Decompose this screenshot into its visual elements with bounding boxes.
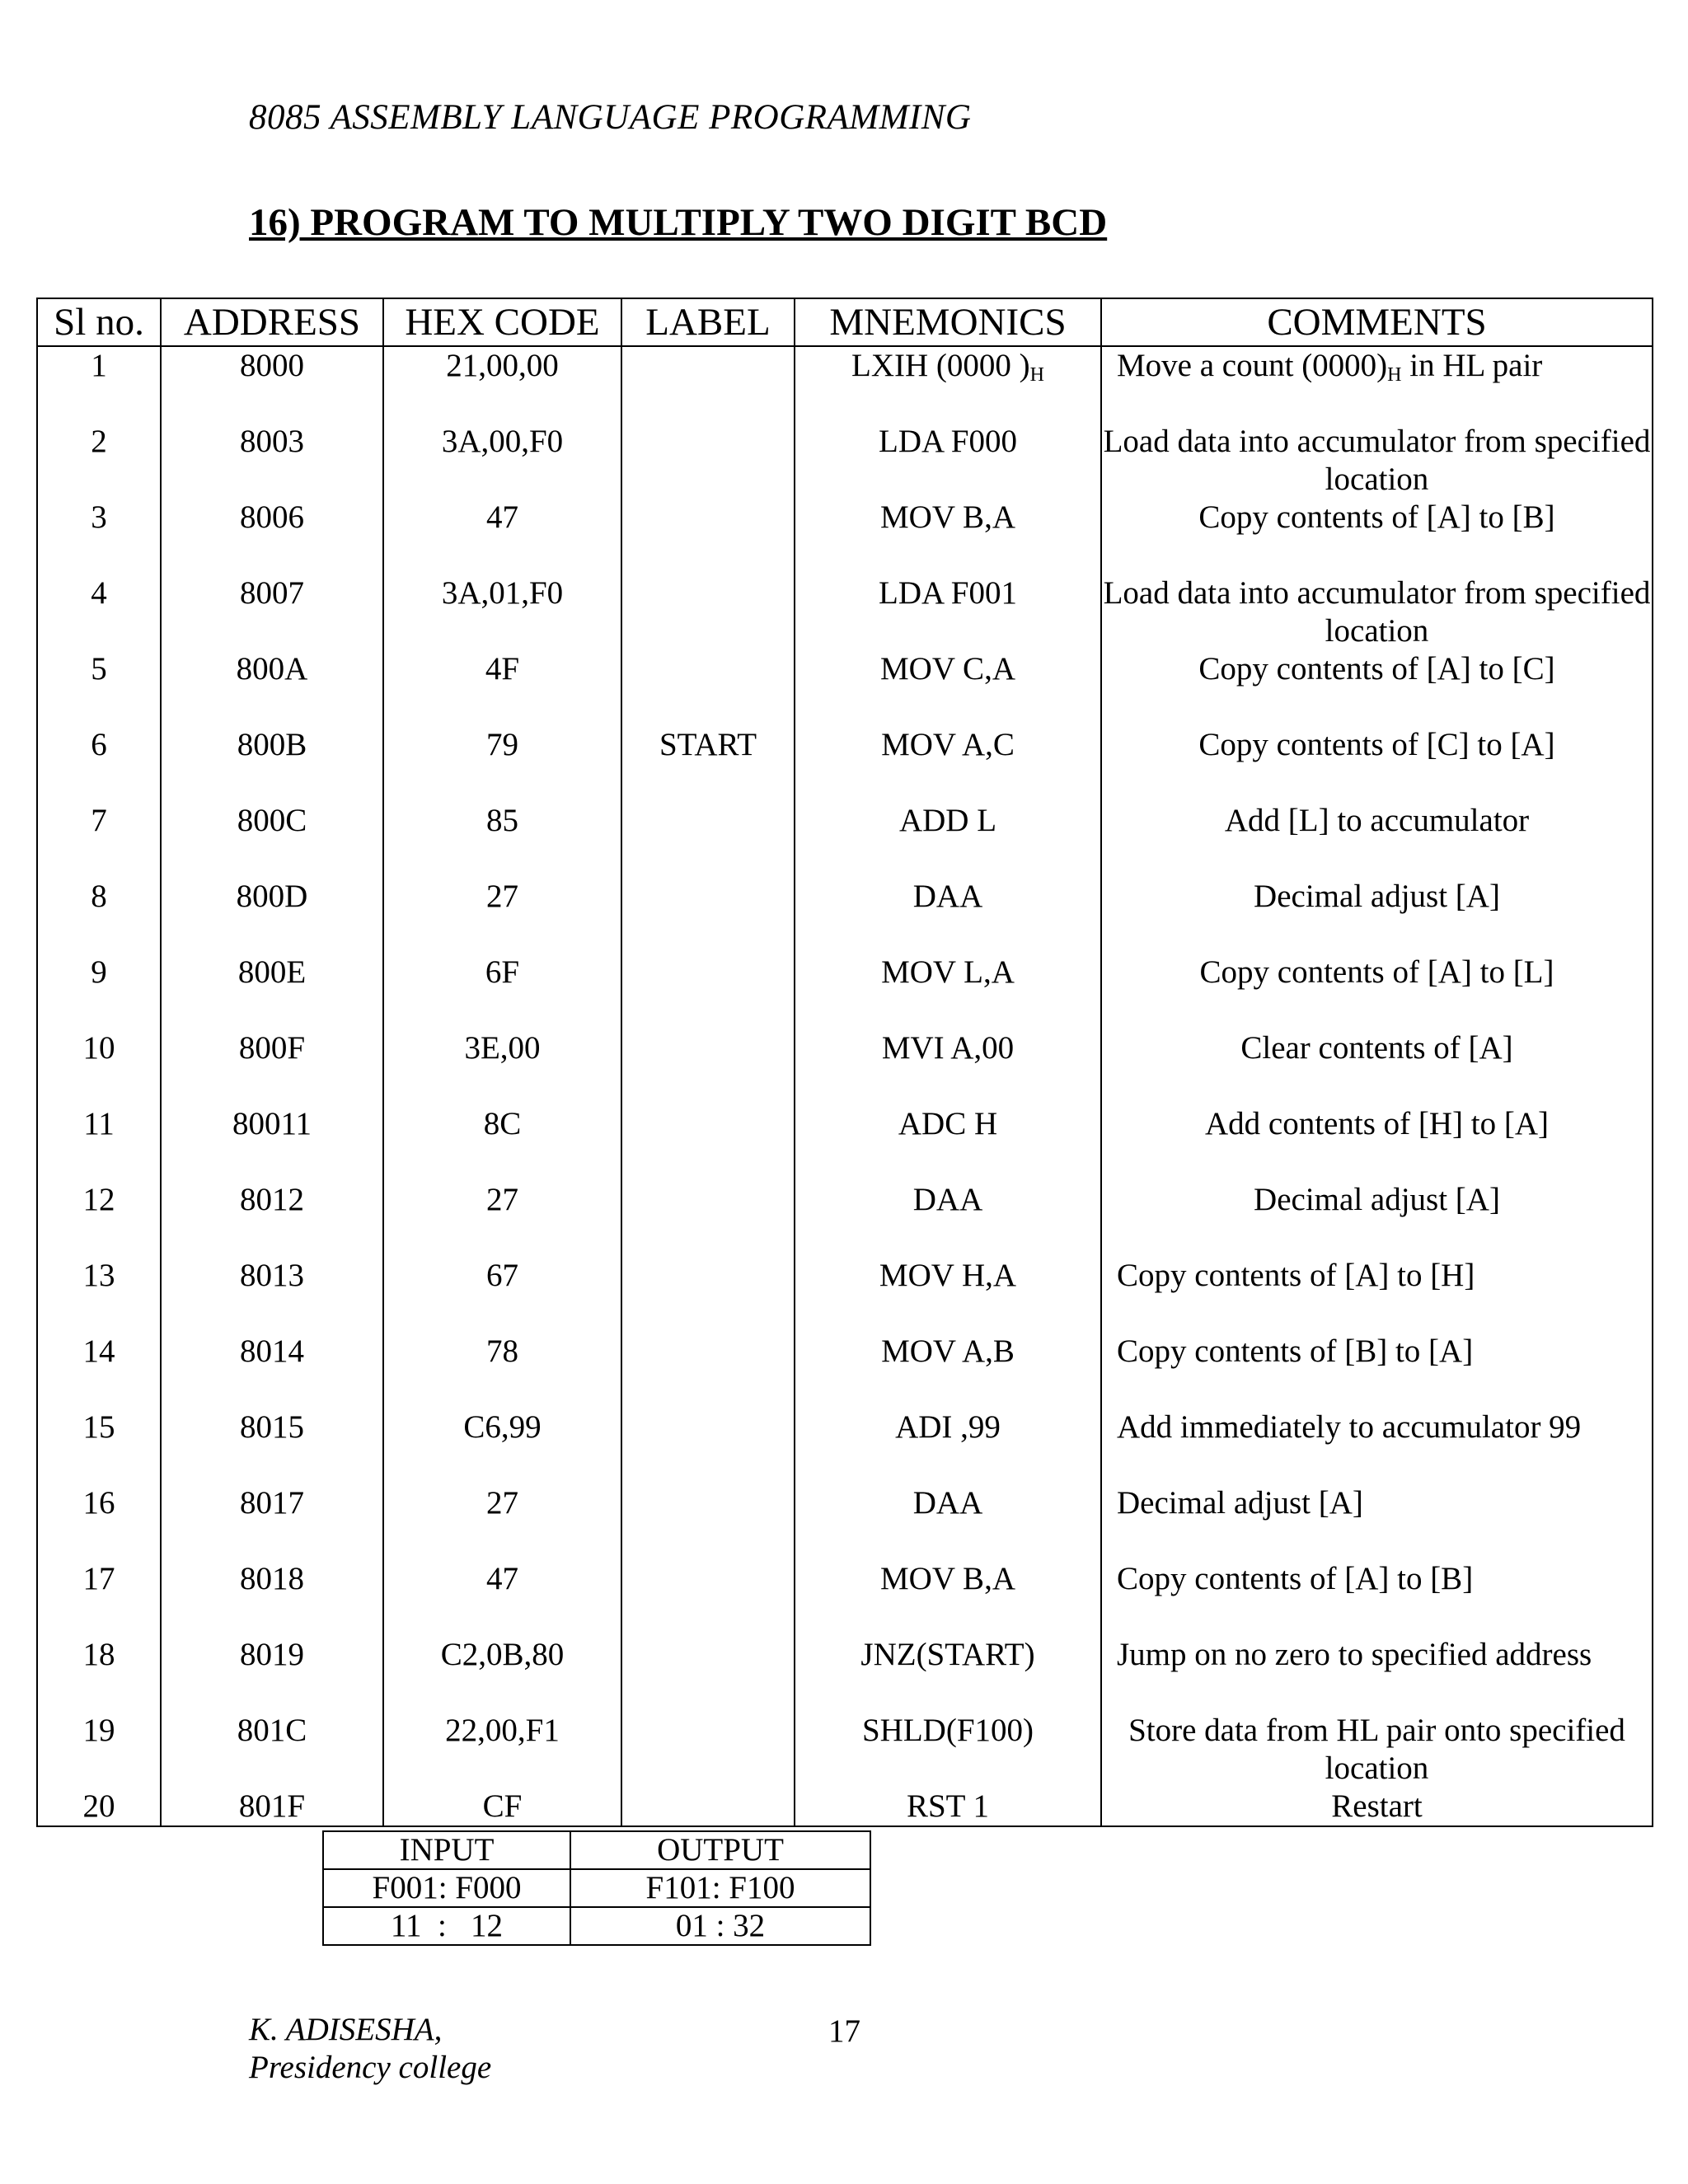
cell-sl-no-text: 15	[82, 1409, 115, 1445]
cell-mnemonic	[795, 1408, 1101, 1484]
cell-sl-no-text: 12	[82, 1182, 115, 1217]
cell-hex-code-text: 67	[486, 1258, 518, 1293]
table-row	[37, 346, 1653, 423]
cell-mnemonic	[795, 423, 1101, 499]
cell-hex-code-text: CF	[482, 1788, 523, 1824]
cell-hex-code-text: 27	[486, 879, 518, 914]
cell-comment	[1101, 574, 1653, 650]
cell-sl-no	[37, 1712, 161, 1788]
cell-comment-text: Copy contents of [A] to [L]	[1199, 954, 1554, 990]
cell-hex-code-text: 47	[486, 499, 518, 535]
cell-hex-code-text: 85	[486, 803, 518, 838]
cell-address-text: 8012	[240, 1182, 304, 1217]
cell-comment	[1101, 1788, 1653, 1826]
cell-address-text: 800F	[238, 1030, 306, 1066]
cell-mnemonic	[795, 1257, 1101, 1333]
cell-mnemonic-text: DAA	[912, 879, 983, 914]
cell-mnemonic	[795, 878, 1101, 954]
cell-sl-no	[37, 574, 161, 650]
cell-mnemonic-text: DAA	[912, 1182, 983, 1217]
cell-address-text: 8013	[240, 1258, 304, 1293]
col-hex-code: HEX CODE	[383, 298, 621, 346]
table-row	[37, 802, 1653, 878]
cell-address-text: 801F	[238, 1788, 306, 1824]
cell-mnemonic	[795, 1788, 1101, 1826]
cell-mnemonic	[795, 650, 1101, 726]
cell-address	[161, 1636, 383, 1712]
cell-sl-no-text: 16	[82, 1485, 115, 1521]
cell-sl-no	[37, 878, 161, 954]
cell-comment	[1101, 878, 1653, 954]
cell-address	[161, 1105, 383, 1181]
cell-mnemonic	[795, 1105, 1101, 1181]
cell-comment	[1101, 802, 1653, 878]
table-row	[37, 1181, 1653, 1257]
cell-address	[161, 1560, 383, 1636]
cell-sl-no-text: 1	[91, 348, 107, 383]
table-row	[37, 423, 1653, 499]
table-row	[37, 1257, 1653, 1333]
cell-comment-text: Copy contents of [C] to [A]	[1198, 727, 1555, 762]
cell-hex-code	[383, 346, 621, 423]
col-mnemonics: MNEMONICS	[795, 298, 1101, 346]
cell-comment-text: Decimal adjust [A]	[1254, 1182, 1500, 1217]
cell-hex-code	[383, 1257, 621, 1333]
cell-sl-no-text: 14	[82, 1333, 115, 1369]
cell-mnemonic	[795, 346, 1101, 423]
cell-address-text: 8014	[240, 1333, 304, 1369]
cell-label	[621, 499, 795, 574]
cell-label	[621, 346, 795, 423]
input-header: INPUT	[323, 1831, 570, 1869]
cell-address	[161, 346, 383, 423]
io-header-row	[323, 1831, 870, 1869]
cell-address	[161, 499, 383, 574]
cell-hex-code	[383, 878, 621, 954]
cell-hex-code	[383, 1484, 621, 1560]
cell-sl-no	[37, 346, 161, 423]
cell-address-text: 80011	[232, 1106, 312, 1141]
cell-hex-code	[383, 1408, 621, 1484]
cell-sl-no-text: 3	[91, 499, 107, 535]
cell-address	[161, 574, 383, 650]
page-number: 17	[828, 2013, 860, 2049]
cell-label	[621, 650, 795, 726]
table-row	[37, 1788, 1653, 1826]
cell-sl-no	[37, 1560, 161, 1636]
cell-mnemonic-text: JNZ(START)	[860, 1637, 1035, 1672]
io-address-row	[323, 1869, 870, 1907]
cell-label	[621, 954, 795, 1029]
cell-sl-no	[37, 499, 161, 574]
cell-hex-code	[383, 499, 621, 574]
cell-sl-no	[37, 1408, 161, 1484]
cell-comment-text: Move a count (0000)	[1117, 348, 1388, 383]
cell-label	[621, 1788, 795, 1826]
cell-hex-code	[383, 1333, 621, 1408]
cell-comment-text: Copy contents of [A] to [C]	[1198, 651, 1555, 687]
cell-comment-text: Load data into accumulator from specified location	[1103, 575, 1651, 649]
cell-label	[621, 1029, 795, 1105]
cell-sl-no	[37, 1181, 161, 1257]
cell-hex-code	[383, 574, 621, 650]
cell-sl-no	[37, 1257, 161, 1333]
cell-sl-no-text: 17	[82, 1561, 115, 1596]
footer-author-block	[249, 2011, 491, 2087]
table-row	[37, 954, 1653, 1029]
cell-comment	[1101, 499, 1653, 574]
table-row	[37, 1560, 1653, 1636]
cell-comment	[1101, 1636, 1653, 1712]
cell-address-text: 801C	[237, 1713, 307, 1748]
col-sl-no: Sl no.	[37, 298, 161, 346]
cell-address-text: 8003	[240, 424, 304, 459]
cell-sl-no	[37, 423, 161, 499]
cell-sl-no	[37, 650, 161, 726]
cell-mnemonic-text: DAA	[912, 1485, 983, 1521]
cell-mnemonic-text: RST 1	[906, 1788, 990, 1824]
cell-hex-code-text: 4F	[485, 651, 520, 687]
cell-hex-code-text: 78	[486, 1333, 518, 1369]
mnemonic-subscript: H	[1029, 364, 1044, 386]
cell-comment	[1101, 726, 1653, 802]
cell-hex-code-text: 21,00,00	[446, 348, 559, 383]
cell-comment-text: Copy contents of [A] to [H]	[1117, 1258, 1475, 1293]
cell-label	[621, 1484, 795, 1560]
cell-mnemonic-text: LXIH (0000 )	[851, 348, 1030, 383]
cell-comment-text: Restart	[1331, 1788, 1423, 1824]
cell-address	[161, 1333, 383, 1408]
cell-address	[161, 954, 383, 1029]
cell-mnemonic	[795, 499, 1101, 574]
cell-label	[621, 726, 795, 802]
cell-hex-code	[383, 954, 621, 1029]
output-header: OUTPUT	[570, 1831, 870, 1869]
output-value: 01 : 32	[570, 1907, 870, 1945]
cell-sl-no	[37, 1788, 161, 1826]
cell-label	[621, 1333, 795, 1408]
cell-sl-no-text: 6	[91, 727, 107, 762]
table-row	[37, 1484, 1653, 1560]
cell-label	[621, 1712, 795, 1788]
table-row	[37, 499, 1653, 574]
cell-comment-text: Clear contents of [A]	[1240, 1030, 1513, 1066]
cell-comment	[1101, 423, 1653, 499]
table-row	[37, 726, 1653, 802]
cell-comment	[1101, 1484, 1653, 1560]
cell-address-text: 8015	[240, 1409, 304, 1445]
cell-mnemonic	[795, 954, 1101, 1029]
cell-comment-text: Copy contents of [B] to [A]	[1117, 1333, 1474, 1369]
cell-comment	[1101, 954, 1653, 1029]
cell-address-text: 800D	[236, 879, 308, 914]
cell-address	[161, 1788, 383, 1826]
cell-hex-code-text: 6F	[485, 954, 520, 990]
cell-comment-text: Add [L] to accumulator	[1224, 803, 1530, 838]
cell-address-text: 8007	[240, 575, 304, 611]
cell-mnemonic-text: ADC H	[898, 1106, 998, 1141]
cell-comment	[1101, 1560, 1653, 1636]
cell-mnemonic	[795, 726, 1101, 802]
cell-mnemonic-text: MVI A,00	[881, 1030, 1015, 1066]
cell-mnemonic	[795, 1181, 1101, 1257]
cell-hex-code-text: 3E,00	[464, 1030, 541, 1066]
cell-mnemonic-text: LDA F000	[879, 424, 1017, 459]
cell-hex-code-text: 3A,00,F0	[441, 424, 564, 459]
cell-hex-code-text: 47	[486, 1561, 518, 1596]
cell-address-text: 800B	[237, 727, 307, 762]
cell-mnemonic-text: MOV B,A	[880, 1561, 1015, 1596]
cell-sl-no	[37, 1484, 161, 1560]
cell-address	[161, 878, 383, 954]
cell-mnemonic	[795, 1333, 1101, 1408]
program-title: 16) PROGRAM TO MULTIPLY TWO DIGIT BCD	[249, 201, 1108, 244]
cell-hex-code-text: C2,0B,80	[440, 1637, 565, 1672]
output-address: F101: F100	[570, 1869, 870, 1907]
io-value-row	[323, 1907, 870, 1945]
cell-mnemonic-text: MOV B,A	[880, 499, 1015, 535]
cell-hex-code-text: 3A,01,F0	[441, 575, 564, 611]
cell-address	[161, 1712, 383, 1788]
cell-sl-no-text: 18	[82, 1637, 115, 1672]
cell-comment-text: Copy contents of [A] to [B]	[1117, 1561, 1474, 1596]
cell-comment	[1101, 1712, 1653, 1788]
cell-label	[621, 574, 795, 650]
cell-comment	[1101, 1029, 1653, 1105]
cell-label	[621, 802, 795, 878]
cell-mnemonic-text: MOV A,B	[881, 1333, 1015, 1369]
cell-hex-code	[383, 1105, 621, 1181]
cell-sl-no-text: 13	[82, 1258, 115, 1293]
cell-comment-text: Add contents of [H] to [A]	[1205, 1106, 1549, 1141]
cell-hex-code-text: C6,99	[463, 1409, 542, 1445]
cell-address-text: 8018	[240, 1561, 304, 1596]
table-row	[37, 1105, 1653, 1181]
cell-comment	[1101, 1408, 1653, 1484]
cell-label-text: START	[659, 727, 757, 762]
cell-sl-no-text: 8	[91, 879, 107, 914]
cell-address-text: 8017	[240, 1485, 304, 1521]
cell-mnemonic	[795, 1029, 1101, 1105]
cell-mnemonic-text: ADI ,99	[895, 1409, 1001, 1445]
cell-address	[161, 650, 383, 726]
cell-address	[161, 423, 383, 499]
cell-comment	[1101, 1257, 1653, 1333]
cell-sl-no	[37, 1029, 161, 1105]
table-row	[37, 1408, 1653, 1484]
cell-address-text: 800A	[236, 651, 308, 687]
cell-comment	[1101, 650, 1653, 726]
cell-address-text: 800C	[237, 803, 307, 838]
cell-comment-text: Store data from HL pair onto specified location	[1128, 1713, 1625, 1786]
cell-mnemonic-text: ADD L	[898, 803, 997, 838]
comment-subscript: H	[1387, 364, 1402, 386]
cell-sl-no	[37, 802, 161, 878]
cell-label	[621, 1636, 795, 1712]
cell-hex-code	[383, 423, 621, 499]
cell-address	[161, 726, 383, 802]
program-table	[36, 298, 1653, 1827]
cell-sl-no-text: 9	[91, 954, 107, 990]
cell-comment	[1101, 1333, 1653, 1408]
table-row	[37, 650, 1653, 726]
col-label: LABEL	[621, 298, 795, 346]
cell-address	[161, 1181, 383, 1257]
cell-sl-no-text: 4	[91, 575, 107, 611]
cell-sl-no	[37, 1105, 161, 1181]
cell-mnemonic	[795, 1636, 1101, 1712]
cell-sl-no-text: 20	[82, 1788, 115, 1824]
cell-address	[161, 1029, 383, 1105]
cell-label	[621, 1408, 795, 1484]
col-address: ADDRESS	[161, 298, 383, 346]
footer-author: K. ADISESHA,	[249, 2012, 443, 2047]
input-address: F001: F000	[323, 1869, 570, 1907]
cell-hex-code-text: 27	[486, 1485, 518, 1521]
cell-comment-text: Decimal adjust [A]	[1254, 879, 1500, 914]
cell-hex-code	[383, 1029, 621, 1105]
table-row	[37, 574, 1653, 650]
table-header-row	[37, 298, 1653, 346]
cell-sl-no-text: 2	[91, 424, 107, 459]
table-row	[37, 1333, 1653, 1408]
page-header: 8085 ASSEMBLY LANGUAGE PROGRAMMING	[249, 98, 972, 137]
table-row	[37, 1636, 1653, 1712]
cell-label	[621, 878, 795, 954]
cell-label	[621, 1257, 795, 1333]
cell-hex-code-text: 22,00,F1	[445, 1713, 560, 1748]
table-row	[37, 1029, 1653, 1105]
cell-mnemonic	[795, 1560, 1101, 1636]
cell-hex-code	[383, 650, 621, 726]
cell-address-text: 8000	[240, 348, 304, 383]
cell-hex-code	[383, 802, 621, 878]
cell-mnemonic-text: MOV C,A	[880, 651, 1015, 687]
cell-hex-code	[383, 1560, 621, 1636]
cell-mnemonic-text: MOV A,C	[881, 727, 1015, 762]
cell-label	[621, 1105, 795, 1181]
cell-sl-no	[37, 954, 161, 1029]
comment-tail: in HL pair	[1401, 348, 1543, 383]
table-row	[37, 1712, 1653, 1788]
cell-address	[161, 1408, 383, 1484]
cell-address	[161, 1484, 383, 1560]
cell-mnemonic-text: MOV L,A	[881, 954, 1015, 990]
cell-mnemonic-text: SHLD(F100)	[861, 1713, 1034, 1748]
cell-hex-code	[383, 1636, 621, 1712]
cell-sl-no-text: 19	[82, 1713, 115, 1748]
cell-comment-text: Load data into accumulator from specified location	[1103, 424, 1651, 497]
io-table	[322, 1830, 871, 1946]
cell-address-text: 8006	[240, 499, 304, 535]
footer-college: Presidency college	[249, 2050, 492, 2085]
cell-comment	[1101, 1181, 1653, 1257]
cell-comment-text: Decimal adjust [A]	[1117, 1485, 1363, 1521]
cell-mnemonic	[795, 574, 1101, 650]
cell-address-text: 8019	[240, 1637, 304, 1672]
cell-hex-code-text: 8C	[483, 1106, 522, 1141]
cell-sl-no	[37, 726, 161, 802]
cell-mnemonic	[795, 1484, 1101, 1560]
col-comments: COMMENTS	[1101, 298, 1653, 346]
cell-mnemonic	[795, 802, 1101, 878]
cell-hex-code	[383, 1788, 621, 1826]
cell-hex-code-text: 79	[486, 727, 518, 762]
cell-hex-code	[383, 726, 621, 802]
cell-address	[161, 1257, 383, 1333]
cell-comment-text: Jump on no zero to specified address	[1117, 1637, 1592, 1672]
cell-label	[621, 423, 795, 499]
table-row	[37, 878, 1653, 954]
cell-comment-text: Add immediately to accumulator 99	[1117, 1409, 1582, 1445]
input-value: 11 : 12	[323, 1907, 570, 1945]
cell-comment	[1101, 1105, 1653, 1181]
cell-label	[621, 1560, 795, 1636]
cell-mnemonic-text: LDA F001	[879, 575, 1017, 611]
cell-hex-code	[383, 1181, 621, 1257]
cell-sl-no-text: 5	[91, 651, 107, 687]
cell-sl-no-text: 7	[91, 803, 107, 838]
cell-address-text: 800E	[237, 954, 307, 990]
cell-comment	[1101, 346, 1653, 423]
cell-sl-no	[37, 1636, 161, 1712]
cell-label	[621, 1181, 795, 1257]
cell-hex-code	[383, 1712, 621, 1788]
cell-hex-code-text: 27	[486, 1182, 518, 1217]
cell-mnemonic	[795, 1712, 1101, 1788]
cell-address	[161, 802, 383, 878]
cell-comment-text: Copy contents of [A] to [B]	[1198, 499, 1555, 535]
cell-sl-no	[37, 1333, 161, 1408]
cell-mnemonic-text: MOV H,A	[879, 1258, 1017, 1293]
cell-sl-no-text: 11	[83, 1106, 115, 1141]
cell-sl-no-text: 10	[82, 1030, 115, 1066]
